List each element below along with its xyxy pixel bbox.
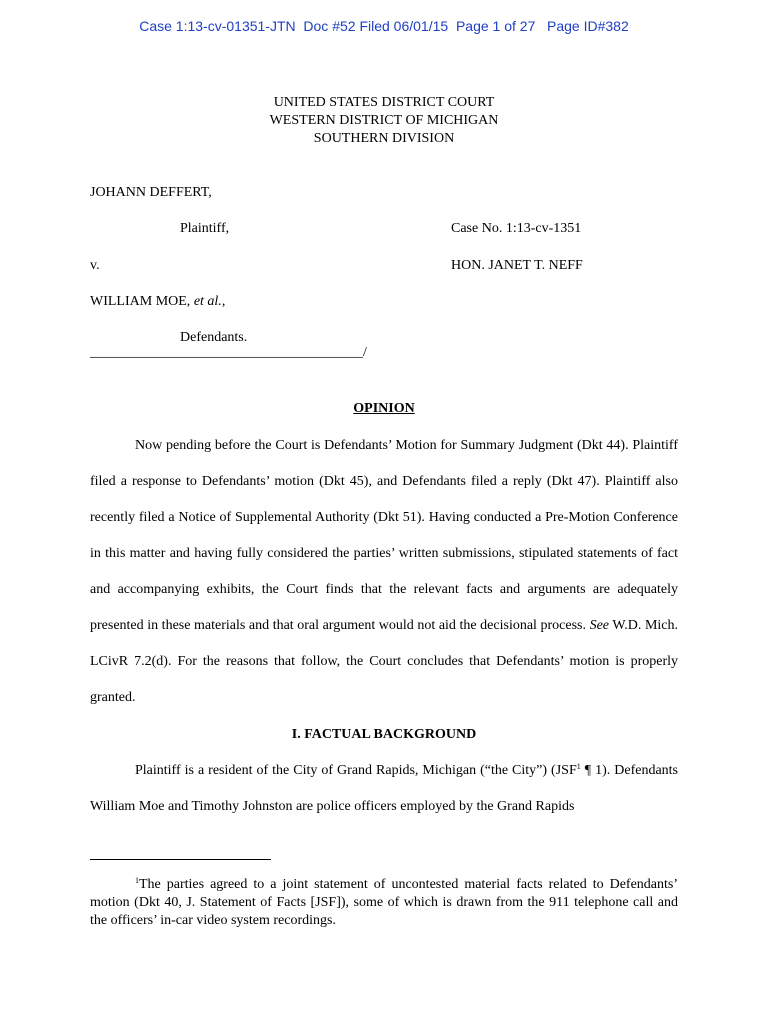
defendant-et-al: et al.	[193, 294, 222, 309]
footnote-reference[interactable]: 1	[576, 762, 581, 771]
case-number: Case No. 1:13-cv-1351	[451, 221, 582, 236]
judge-name: HON. JANET T. NEFF	[451, 258, 583, 273]
footnote-1	[90, 876, 678, 930]
defendant-role: Defendants.	[180, 330, 248, 345]
section-heading-factual-background: I. FACTUAL BACKGROUND	[291, 727, 477, 742]
court-division: SOUTHERN DIVISION	[313, 131, 455, 146]
paragraph-2-text-a: Plaintiff is a resident of the City of Grand Rapids, Michigan (“the City”) (JSF	[135, 763, 577, 778]
opinion-paragraph-2	[90, 753, 678, 825]
paragraph-2-text-b: ¶ 1). Defendants William Moe and Timothy Johnston are police officers employed by the Grand Rapids	[90, 763, 678, 814]
paragraph-1-text-b: W.D. Mich. LCivR 7.2(d). For the reasons that follow, the Court concludes that Defendants’ motion is properly granted.	[90, 618, 678, 705]
footnote-mark: 1	[135, 876, 139, 885]
see-signal: See	[589, 618, 610, 633]
court-district: WESTERN DISTRICT OF MICHIGAN	[269, 113, 499, 128]
court-name: UNITED STATES DISTRICT COURT	[273, 95, 495, 110]
defendant-name-line	[90, 293, 225, 311]
defendant-comma: ,	[221, 294, 226, 309]
footnote-text: The parties agreed to a joint statement of uncontested material facts related to Defendants’ motion (Dkt 40, J. Statement of Facts [JSF]), some of which is drawn from the 911 telephone call and the officers’ in-car video system recordings.	[90, 877, 678, 928]
versus: v.	[90, 258, 100, 273]
defendant-name: WILLIAM MOE,	[90, 294, 191, 309]
plaintiff-name: JOHANN DEFFERT,	[90, 185, 212, 200]
court-heading	[0, 94, 768, 148]
paragraph-1-text-a: Now pending before the Court is Defendants’ Motion for Summary Judgment (Dkt 44). Plaintiff filed a response to Defendants’ motion (Dkt 45), and Defendants filed a reply (Dkt 47). Plaintiff also recently filed a Notice of Supplemental Authority (Dkt 51). Having conducted a Pre-Motion Conference in this matter and having fully considered the parties’ written submissions, stipulated statements of fact and accompanying exhibits, the Court finds that the relevant facts and arguments are adequately presented in these materials and that oral argument would not aid the decisional process.	[90, 438, 678, 633]
plaintiff-role: Plaintiff,	[180, 221, 230, 236]
footnote-divider	[90, 859, 271, 860]
caption-signature-line: _______________________________________/	[90, 345, 367, 360]
case-header-stamp: Case 1:13-cv-01351-JTN Doc #52 Filed 06/01/15 Page 1 of 27 Page ID#382	[139, 18, 629, 34]
opinion-paragraph-1	[90, 428, 678, 716]
opinion-title: OPINION	[353, 401, 415, 416]
